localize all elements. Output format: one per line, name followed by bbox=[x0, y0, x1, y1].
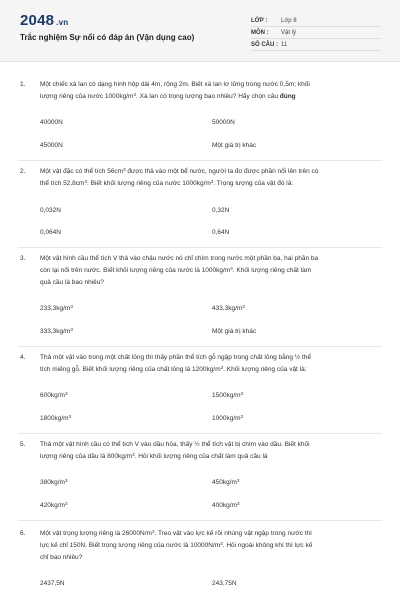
answer-option[interactable]: Một giá trị khác bbox=[212, 142, 257, 149]
question-6 bbox=[20, 528, 385, 564]
answer-option[interactable]: 0,32N bbox=[212, 207, 230, 214]
divider bbox=[18, 433, 382, 434]
meta-row-subject: MÔN : Vật lý bbox=[251, 27, 381, 39]
answer-option[interactable]: 50000N bbox=[212, 119, 235, 126]
answer-option[interactable]: Một giá trị khác bbox=[212, 328, 257, 335]
answer-option[interactable]: $380kg/m^3$ bbox=[40, 478, 68, 486]
answer-option[interactable]: 45000N bbox=[40, 142, 63, 149]
site-logo[interactable]: 2048 .vn bbox=[20, 12, 69, 29]
answer-option[interactable]: $233,3kg/m^3$ bbox=[40, 304, 73, 312]
question-number: 5. bbox=[20, 441, 26, 448]
question-number: 1. bbox=[20, 81, 26, 88]
answer-option[interactable]: 0,032N bbox=[40, 207, 61, 214]
page-title: Trắc nghiệm Sự nổi có đáp án (Vận dụng cao) bbox=[20, 33, 195, 42]
divider bbox=[18, 520, 382, 521]
question-text: Một vật đặc có thể tích $56cm^3$ được thả vào một bể nước, người ta đo được phần nổi lên trên có thể tích $52,8cm^3$. Biết khối lượng riêng của nước $1000kg/m^3$. Trọng lượng của vật đó là: bbox=[40, 167, 319, 187]
question-4 bbox=[20, 352, 385, 376]
answer-option[interactable]: 2437,5N bbox=[40, 580, 65, 587]
answer-option[interactable]: $400kg/m^3$ bbox=[212, 501, 240, 509]
question-3 bbox=[20, 253, 385, 289]
answer-option[interactable]: 0,064N bbox=[40, 229, 61, 236]
question-text: Thả một vật vào trong một chất lỏng thì thấy phần thể tích gỗ ngập trong chất lỏng bằng ½ thể tích miếng gỗ. Biết khối lượng riêng của chất lỏng là $1200kg/m^3$. Khối lượng riêng của vật là: bbox=[40, 354, 312, 373]
answer-option[interactable]: $420kg/m^3$ bbox=[40, 501, 68, 509]
question-5 bbox=[20, 439, 385, 463]
question-text: Một vật trọng lượng riêng là $26000N/m^3$. Treo vật vào lực kế rồi nhúng vật ngập trong nước thì lực kế chỉ 150N. Biết trọng lượng riêng của nước là $10000N/m^3$. Hỏi ngoài không khí thì lực kế chỉ bao nhiêu? bbox=[40, 529, 313, 561]
question-number: 6. bbox=[20, 530, 26, 537]
header bbox=[0, 0, 400, 62]
answer-option[interactable]: $433,3kg/m^3$ bbox=[212, 304, 245, 312]
answer-option[interactable]: $1500kg/m^3$ bbox=[212, 391, 244, 399]
question-text: Một vật hình cầu thể tích V thả vào chậu nước nó chỉ chìm trong nước một phần ba, hai phần ba còn lại nổi trên nước. Biết khối lượng riêng của nước là $1000kg/m^3$. Khối lượng riêng chất làm quả cầu là bao nhiêu? bbox=[40, 255, 319, 286]
divider bbox=[18, 247, 382, 248]
answer-option[interactable]: 243,75N bbox=[212, 580, 237, 587]
answer-option[interactable]: 40000N bbox=[40, 119, 63, 126]
answer-option[interactable]: $1800kg/m^3$ bbox=[40, 414, 72, 422]
question-number: 3. bbox=[20, 255, 26, 262]
answer-option[interactable]: $450kg/m^3$ bbox=[212, 478, 240, 486]
question-2 bbox=[20, 166, 385, 190]
question-1 bbox=[20, 79, 385, 103]
answer-option[interactable]: $333,3kg/m^3$ bbox=[40, 327, 73, 335]
question-text: Thả một vật hình cầu có thể tích V vào dầu hỏa, thấy ½ thể tích vật bị chìm vào dầu. Biết khối lượng riêng của dầu là $800kg/m^3$. Hỏi khối lượng riêng của chất làm quả cầu là bbox=[40, 441, 310, 460]
answer-option[interactable]: 0,64N bbox=[212, 229, 230, 236]
answer-option[interactable]: $1000kg/m^3$ bbox=[212, 414, 244, 422]
meta-row-class: LỚP : Lớp 8 bbox=[251, 15, 381, 27]
meta-info bbox=[251, 15, 381, 51]
question-number: 2. bbox=[20, 168, 26, 175]
divider bbox=[18, 160, 382, 161]
answer-option[interactable]: $600kg/m^3$ bbox=[40, 391, 68, 399]
question-number: 4. bbox=[20, 354, 26, 361]
meta-row-count: SỐ CÂU : 11 bbox=[251, 39, 381, 51]
divider bbox=[18, 346, 382, 347]
question-text: Một chiếc xà lan có dạng hình hộp dài 4m, rộng 2m. Biết xà lan lơ lửng trong nước 0,5m; khối lượng riêng của nước $1000kg/m^3$. Xà lan có trọng lượng bao nhiêu? Hãy chọn câu đúng bbox=[40, 81, 310, 100]
